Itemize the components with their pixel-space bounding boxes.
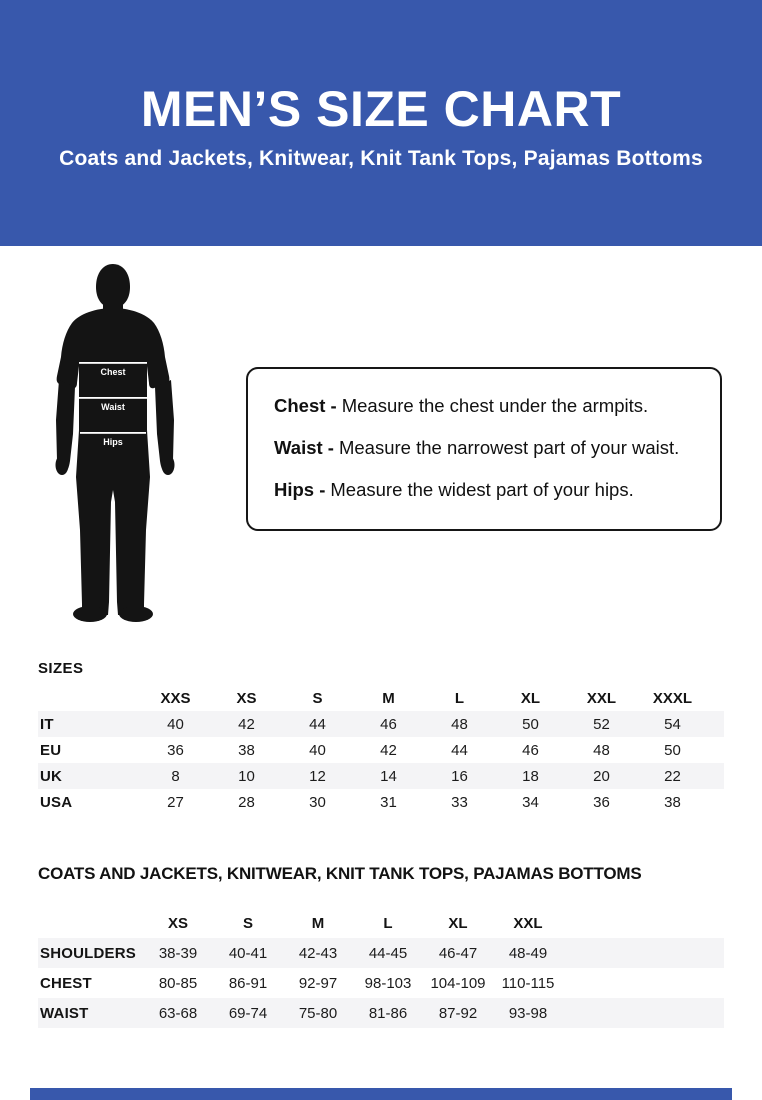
table-cell: 110-115 [501,974,555,992]
table-cell: 46 [380,715,397,733]
column-header: XL [520,689,541,707]
table-cell: 63-68 [158,1004,198,1022]
column-header: S [312,689,323,707]
row-label: CHEST [40,974,92,992]
table-cell: 36 [593,793,610,811]
table-cell: 86-91 [228,974,268,992]
sizes-table-heading: SIZES [38,660,84,677]
row-label: WAIST [40,1004,89,1022]
waist-line-label: Waist [101,402,125,412]
measurement-instructions-box [246,367,722,531]
table-cell: 44 [451,741,468,759]
table-row-chest [38,968,724,998]
table-row-uk [38,763,724,789]
column-header: XS [236,689,257,707]
silhouette-left-foot [73,606,107,622]
table-cell: 38 [238,741,255,759]
table-cell: 16 [451,767,468,785]
table-cell: 42 [238,715,255,733]
chest-measure-line [79,362,147,364]
page-subtitle: Coats and Jackets, Knitwear, Knit Tank Tops, Pajamas Bottoms [59,147,703,170]
table-cell: 54 [664,715,681,733]
table-cell: 38-39 [158,944,198,962]
table-cell: 46 [522,741,539,759]
garment-size-table [38,864,724,1028]
instruction-term: Waist - [274,437,334,458]
table-cell: 50 [664,741,681,759]
column-header: XS [167,914,188,932]
instruction-text: Measure the narrowest part of your waist. [338,437,680,458]
male-silhouette-figure [48,262,182,632]
column-header: L [454,689,465,707]
column-header: S [242,914,253,932]
table-cell: 98-103 [364,974,412,992]
hips-measure-line [80,432,146,434]
garment-header-row [38,910,724,936]
column-header: XXL [513,914,543,932]
column-header: XXXL [652,689,693,707]
table-cell: 12 [309,767,326,785]
table-cell: 10 [238,767,255,785]
table-cell: 44-45 [368,944,408,962]
table-cell: 50 [522,715,539,733]
table-cell: 30 [309,793,326,811]
table-cell: 33 [451,793,468,811]
table-cell: 87-92 [438,1004,478,1022]
row-label: USA [40,793,73,811]
table-cell: 40-41 [228,944,268,962]
table-cell: 52 [593,715,610,733]
table-cell: 27 [167,793,184,811]
table-cell: 48 [593,741,610,759]
table-row-eu [38,737,724,763]
table-cell: 92-97 [298,974,338,992]
sizes-table [38,660,724,815]
column-header: L [383,914,393,932]
table-cell: 42-43 [298,944,338,962]
column-header: XL [448,914,468,932]
table-cell: 46-47 [438,944,478,962]
instruction-line-hips [274,477,710,503]
table-cell: 36 [167,741,184,759]
instruction-line-chest [274,393,710,419]
sizes-header-row [38,685,724,711]
table-cell: 18 [522,767,539,785]
table-row-waist [38,998,724,1028]
waist-measure-line [79,397,147,399]
table-cell: 31 [380,793,397,811]
table-cell: 42 [380,741,397,759]
table-cell: 75-80 [298,1004,338,1022]
table-cell: 104-109 [430,974,486,992]
column-header: M [311,914,325,932]
table-cell: 44 [309,715,326,733]
instruction-term: Chest - [274,395,337,416]
instruction-line-waist [274,435,710,461]
table-cell: 28 [238,793,255,811]
chest-line-label: Chest [100,367,126,377]
table-cell: 22 [664,767,681,785]
table-row-it [38,711,724,737]
instruction-term: Hips - [274,479,326,500]
table-cell: 69-74 [228,1004,268,1022]
silhouette-svg [48,262,182,632]
row-label: EU [40,741,62,759]
column-header: M [382,689,395,707]
table-cell: 93-98 [508,1004,548,1022]
table-cell: 14 [380,767,397,785]
garment-table-heading: COATS AND JACKETS, KNITWEAR, KNIT TANK TOPS, PAJAMAS BOTTOMS [38,864,642,883]
table-cell: 20 [593,767,610,785]
silhouette-legs [76,430,150,615]
table-row-shoulders [38,938,724,968]
instruction-text: Measure the chest under the armpits. [341,395,649,416]
table-cell: 48 [451,715,468,733]
page-title: MEN’S SIZE CHART [140,81,622,137]
table-row-usa [38,789,724,815]
table-cell: 40 [309,741,326,759]
footer-accent-bar [30,1088,732,1100]
row-label: SHOULDERS [40,944,136,962]
row-label: UK [40,767,63,785]
table-cell: 80-85 [158,974,198,992]
table-cell: 34 [522,793,539,811]
silhouette-right-foot [119,606,153,622]
header-banner [0,0,762,246]
column-header: XXL [586,689,617,707]
column-header: XXS [160,689,191,707]
table-cell: 38 [664,793,681,811]
instruction-text: Measure the widest part of your hips. [330,479,634,500]
hips-line-label: Hips [103,437,123,447]
table-cell: 81-86 [368,1004,408,1022]
table-cell: 40 [167,715,184,733]
silhouette-left-hand [56,455,69,475]
row-label: IT [40,715,54,733]
table-cell: 48-49 [508,944,548,962]
silhouette-right-hand [162,455,175,475]
table-cell: 8 [171,767,180,785]
